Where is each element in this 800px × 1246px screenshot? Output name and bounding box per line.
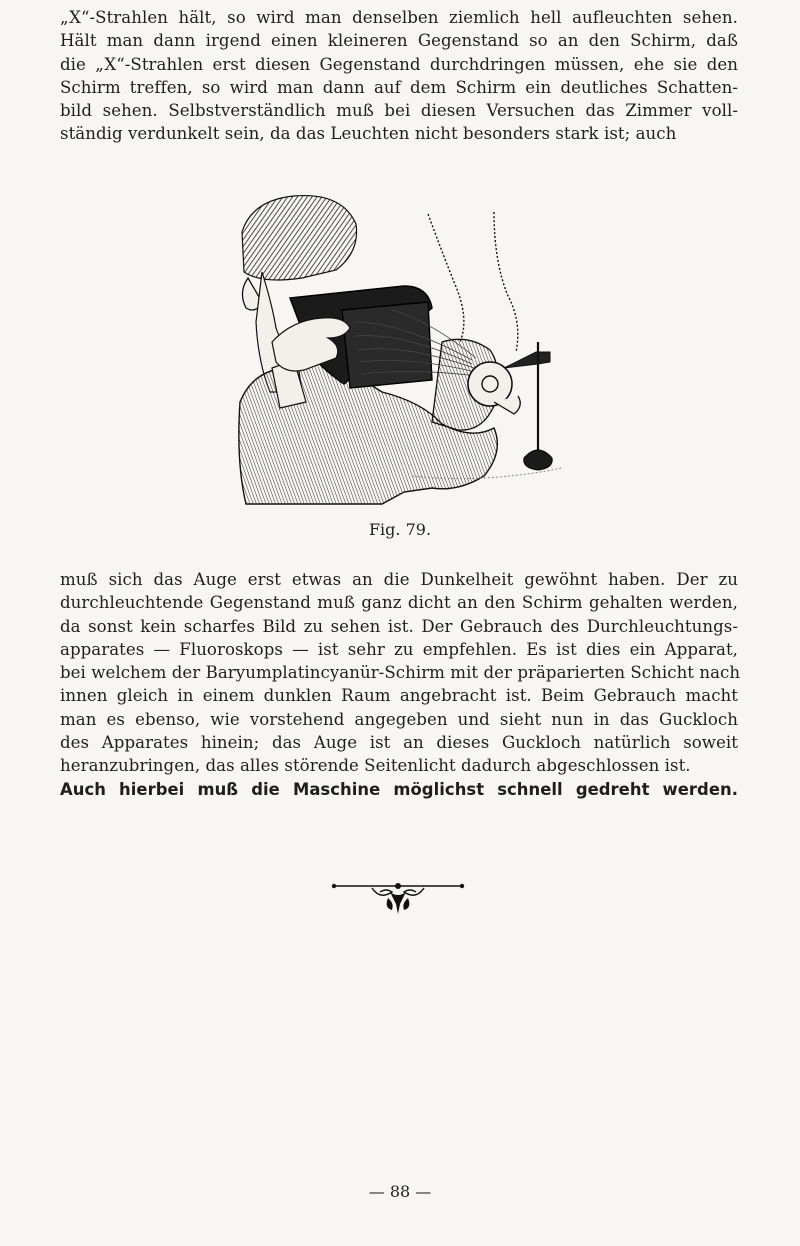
text-line: Hält man dann irgend einen kleineren Gegenstand so an den Schirm, daß [60, 31, 738, 51]
text-line: die „X“-Strahlen erst diesen Gegenstand durchdringen müssen, ehe sie den [60, 54, 738, 74]
text-line: des Apparates hinein; das Auge ist an dieses Guckloch natürlich soweit [60, 733, 738, 753]
text-line: da sonst kein scharfes Bild zu sehen ist. Der Gebrauch des Durchleuchtungs- [60, 616, 738, 636]
text-line: heranzubringen, das alles störende Seitenlicht dadurch abgeschlossen ist. [60, 756, 691, 776]
ornament-icon [328, 878, 468, 920]
paragraph-top [60, 6, 738, 146]
text-line: innen gleich in einem dunklen Raum angebracht ist. Beim Gebrauch macht [60, 686, 738, 706]
bold-sentence: Auch hierbei muß die Maschine möglichst schnell gedreht werden. [60, 779, 738, 799]
page-number: — 88 — [368, 1182, 432, 1201]
text-line: muß sich das Auge erst etwas an die Dunkelheit gewöhnt haben. Der zu [60, 570, 738, 589]
text-line: bild sehen. Selbstverständlich muß bei diesen Versuchen das Zimmer voll- [60, 101, 738, 121]
text-line: man es ebenso, wie vorstehend angegeben und sieht nun in das Guckloch [60, 709, 738, 729]
text-line: durchleuchtende Gegenstand muß ganz dicht an den Schirm gehalten werden, [60, 593, 738, 613]
text-line: Schirm treffen, so wird man dann auf dem Schirm ein deutliches Schatten- [60, 77, 738, 97]
text-line: ständig verdunkelt sein, da das Leuchten nicht besonders stark ist; auch [60, 124, 677, 144]
text-line: „X“-Strahlen hält, so wird man denselben ziemlich hell aufleuchten sehen. [60, 8, 738, 27]
paragraph-bottom [60, 568, 741, 801]
text-line: bei welchem der Baryumplatincyanür-Schirm mit der präparierten Schicht nach [60, 663, 741, 683]
wire-right [494, 212, 518, 352]
figure-caption: Fig. 79. [368, 520, 432, 539]
text-line: apparates — Fluoroskops — ist sehr zu empfehlen. Es ist dies ein Apparat, [60, 639, 738, 659]
wire-left [428, 214, 464, 342]
hair [242, 196, 357, 280]
fluoroscope-illustration [232, 192, 564, 510]
